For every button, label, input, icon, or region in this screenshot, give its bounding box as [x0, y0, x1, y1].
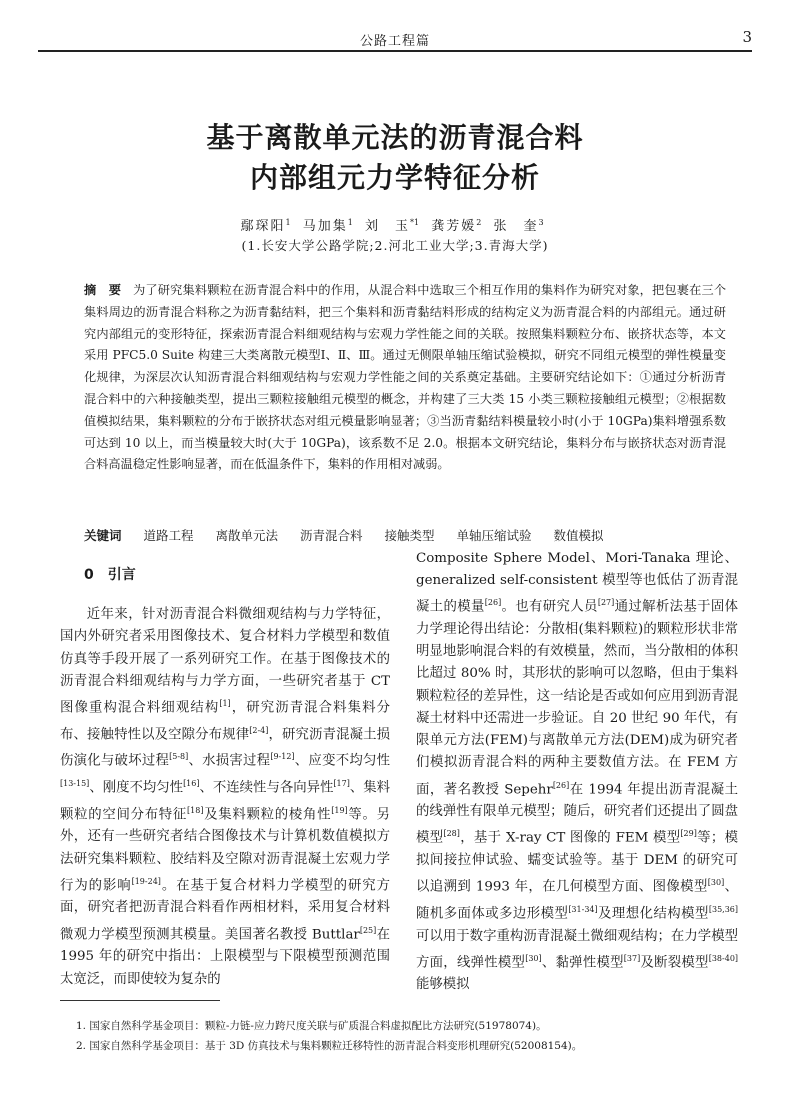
text-run: 及断裂模型: [640, 955, 709, 971]
citation: [30]: [525, 953, 542, 963]
footnote: 2. 国家自然科学基金项目：基于 3D 仿真技术与集料颗粒迁移特性的沥青混合料变形机理研究(52008154)。: [76, 1040, 583, 1052]
intro-paragraph: [60, 604, 390, 991]
left-column: [60, 548, 390, 991]
citation: [19-24]: [131, 876, 161, 886]
text-run: 、黏弹性模型: [541, 955, 624, 971]
keyword: 道路工程: [143, 528, 194, 543]
page-number: 3: [742, 28, 752, 46]
title-line-1: 基于离散单元法的沥青混合料: [206, 121, 584, 154]
citation: [30]: [707, 878, 725, 888]
keyword: 离散单元法: [215, 528, 279, 543]
author: 鄢琛阳: [240, 219, 286, 234]
text-run: 近年来，针对沥青混合料微细观结构与力学特征，国内外研究者采用图像技术、复合材料力学模型和数值仿真等手段开展了一系列研究工作。在基于图像技术的沥青混合料细观结构与力学方面，一些研究者基于 CT 图像重构混合料细观结构: [60, 607, 390, 716]
citation: [31-34]: [568, 904, 598, 914]
right-column: [416, 548, 738, 997]
section-title: 引言: [107, 567, 136, 583]
citation: [5-8]: [169, 752, 189, 762]
keywords: [84, 526, 726, 544]
keyword: 单轴压缩试验: [456, 528, 532, 543]
author-affil-mark: 1: [285, 217, 291, 227]
paper-title: [0, 118, 790, 198]
citation: [28]: [443, 829, 460, 839]
footnote: 1. 国家自然科学基金项目：颗粒-力链-应力跨尺度关联与矿质混合料虚拟配比方法研究(51978074)。: [76, 1020, 547, 1032]
text-run: 在 1994 年提出沥青混凝土的线弹性有限单元模型；随后，研究者们还提出了圆盘模型: [416, 781, 738, 846]
citation: [2-4]: [249, 725, 269, 735]
citation: [35,36]: [708, 904, 739, 914]
text-run: 在 1995 年的研究中指出：上限模型与下限模型预测范围太宽泛，而即使较为复杂的: [60, 927, 391, 987]
text-run: Composite Sphere Model、Mori-Tanaka 理论、generalized self-consistent 模型等也低估了沥青混凝土的模量: [416, 551, 738, 615]
text-run: 、不连续性与各向异性: [199, 780, 334, 796]
abstract-text: 为了研究集料颗粒在沥青混合料中的作用，从混合料中选取三个相互作用的集料作为研究对象，把包裹在三个集料周边的沥青混合料称之为沥青黏结料，把三个集料和沥青黏结料形成的结构定义为沥青混合料的内部组元。通过研究内部组元的变形特征，探索沥青混合料细观结构与宏观力学性能之间的关联。按照集料颗粒分布、嵌挤状态等，本文采用 PFC5.0 Suite 构建三大类离散元模型Ⅰ、Ⅱ、Ⅲ。通过无侧限单轴压缩试验模拟，研究不同组元模型的弹性模量变化规律，为深层次认知沥青混合料细观结构与宏观力学性能之间的关系奠定基础。主要研究结论如下：①通过分析沥青混合料中的六种接触类型，提出三颗粒接触组元模型的概念，并构建了三大类 15 小类三颗粒接触组元模型；②根据数值模拟结果，集料颗粒的分布于嵌挤状态对组元模量影响显著；③当沥青黏结料模量较小时(小于 10GPa)集料增强系数可达到 10 以上，而当模量较大时(大于 10GPa)，该系数不足 2.0。根据本文研究结论，集料分布与嵌挤状态对沥青混合料高温稳定性影响显著，而在低温条件下，集料的作用相对减弱。: [84, 283, 727, 472]
abstract: [84, 280, 726, 476]
citation: [16]: [183, 779, 200, 789]
citation: [26]: [552, 780, 570, 790]
footnotes: [76, 1016, 730, 1056]
author: 龚芳媛: [431, 219, 477, 234]
footnote-divider: [60, 1000, 220, 1001]
text-run: 能够模拟: [416, 977, 470, 993]
text-run: 、刚度不均匀性: [89, 780, 184, 796]
citation: [25]: [359, 925, 377, 935]
text-run: 、集料颗粒的空间分布特征: [60, 780, 391, 823]
author: 马加集: [302, 219, 348, 234]
citation: [37]: [623, 953, 641, 963]
text-run: 。在基于复合材料力学模型的研究方面，研究者把沥青混合料看作两相材料，采用复合材料微观力学模型预测其模量。美国著名教授 Buttlar: [60, 878, 391, 943]
text-run: 等；模拟间接拉伸试验、蠕变试验等。基于 DEM 的研究可以追溯到 1993 年，在几何模型方面、图像模型: [416, 830, 739, 895]
keyword: 数值模拟: [553, 528, 604, 543]
journal-section-name: 公路工程篇: [359, 34, 430, 49]
text-run: 通过解析法基于固体力学理论得出结论：分散相(集料颗粒)的颗粒形状非常明显地影响混合料的有效模量，然而，当分散相的体积比超过 80% 时，其形状的影响可以忽略，但由于集料颗粒粒径的差异性，这一结论是否或如何应用到沥青混凝土材料中还需进一步验证。自 20 世纪 90 年代，有限单元方法(FEM)与离散单元方法(DEM)成为研究者们模拟沥青混合料的两种主要数值方法。在 FEM 方面，著名教授 Sepehr: [416, 599, 739, 797]
citation: [18]: [187, 805, 204, 815]
citation: [13-15]: [60, 779, 90, 789]
author-affil-mark: *1: [409, 217, 420, 227]
keyword: 接触类型: [384, 528, 435, 543]
author: 刘 玉: [364, 219, 410, 234]
title-line-2: 内部组元力学特征分析: [249, 161, 540, 194]
text-run: 、应变不均匀性: [294, 753, 391, 769]
author-affil-mark: 3: [538, 217, 544, 227]
citation: [29]: [680, 829, 697, 839]
citation: [38-40]: [708, 953, 739, 963]
author-affil-mark: 1: [347, 217, 353, 227]
text-run: ，研究沥青混凝土损伤演化与破坏过程: [60, 727, 391, 769]
text-run: 可以用于数字重构沥青混凝土微细观结构；在力学模型方面，线弹性模型: [416, 928, 738, 971]
text-run: 、随机多面体或多边形模型: [416, 879, 739, 922]
abstract-label: 摘 要: [84, 283, 122, 297]
text-run: 及理想化结构模型: [597, 906, 709, 922]
citation: [27]: [597, 598, 615, 608]
citation: [19]: [331, 805, 348, 815]
author-list: [0, 215, 790, 234]
author: 张 奎: [493, 219, 539, 234]
citation: [26]: [484, 598, 502, 608]
keywords-label: 关键词: [84, 528, 122, 543]
running-header: [38, 28, 752, 52]
citation: [1]: [219, 699, 231, 709]
section-heading: [84, 564, 390, 586]
text-run: ，研究沥青混合料集料分布、接触特性以及空隙分布规律: [60, 700, 390, 743]
text-run: 、水损害过程: [188, 753, 271, 769]
keyword: 沥青混合料: [300, 528, 363, 543]
text-run: 等。另外，还有一些研究者结合图像技术与计算机数值模拟方法研究集料颗粒、胶结料及空隙对沥青混凝土宏观力学行为的影响: [60, 807, 391, 894]
author-affil-mark: 2: [476, 217, 482, 227]
section-number: 0: [84, 567, 94, 583]
text-run: ，基于 X-ray CT 图像的 FEM 模型: [459, 830, 681, 846]
intro-paragraph-continued: [416, 548, 738, 997]
text-run: 。也有研究人员: [501, 599, 598, 615]
text-run: 及集料颗粒的棱角性: [203, 807, 332, 823]
affiliations: (1.长安大学公路学院;2.河北工业大学;3.青海大学): [241, 238, 549, 253]
citation: [17]: [333, 779, 350, 789]
citation: [9-12]: [270, 752, 295, 762]
